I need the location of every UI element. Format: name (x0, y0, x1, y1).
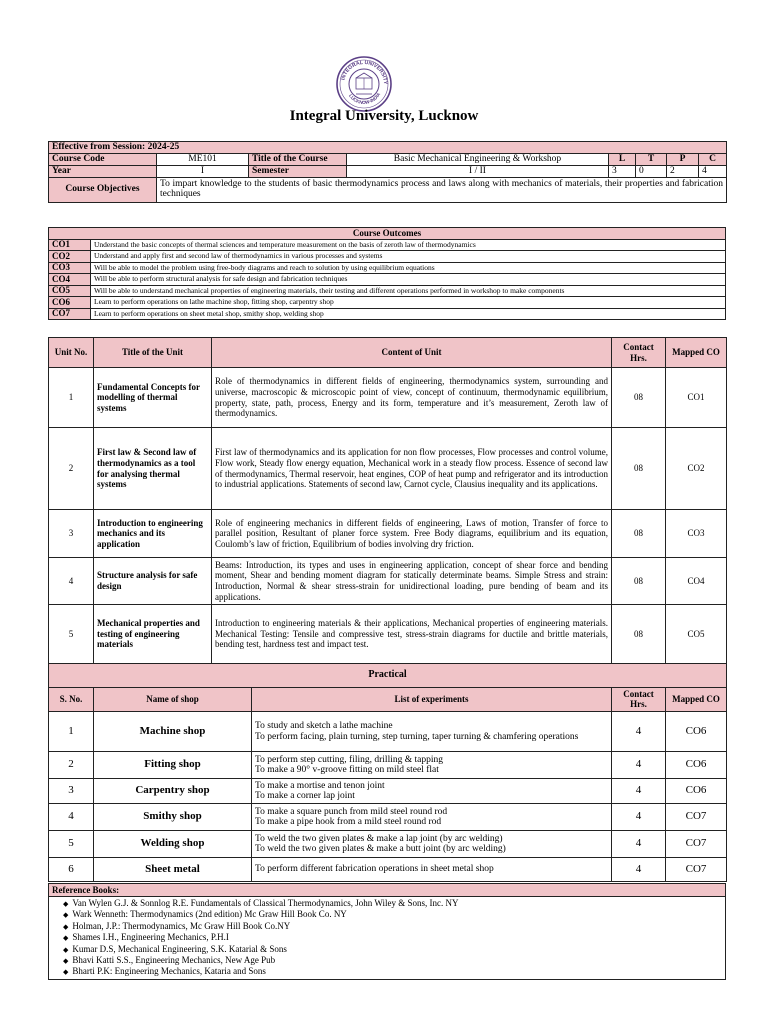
shop-co-header: Mapped CO (666, 688, 727, 712)
shop-name: Welding shop (94, 831, 252, 858)
co-text: Understand the basic concepts of thermal sciences and temperature measurement on the basis of zeroth law of thermodynamics (91, 239, 726, 251)
ltpc-value-l: 3 (609, 166, 636, 178)
reference-books-heading: Reference Books: (49, 884, 725, 897)
experiment-item: To study and sketch a lathe machine (255, 721, 393, 732)
experiments-header: List of experiments (252, 688, 612, 712)
course-title-value: Basic Mechanical Engineering & Workshop (347, 154, 609, 166)
svg-text:LUCKNOW-INDIA: LUCKNOW-INDIA (347, 91, 382, 106)
co-text: Will be able to model the problem using free-body diagrams and reach to solution by using equilibrium equations (91, 262, 726, 274)
year-label: Year (49, 166, 157, 178)
course-outcome-row (49, 285, 726, 297)
unit-hrs: 08 (612, 558, 666, 605)
shop-no-header: S. No. (49, 688, 94, 712)
reference-item: ◆ Bharti P.K: Engineering Mechanics, Kataria and Sons (63, 966, 725, 977)
unit-hrs-header: Contact Hrs. (612, 338, 666, 368)
experiment-item: To perform facing, plain turning, step turning, taper turning & chamfering operations (255, 731, 579, 742)
experiment-item: To make a pipe hook from a mild steel round rod (255, 817, 442, 827)
course-outcome-row (49, 308, 726, 320)
shop-co: CO7 (666, 858, 727, 882)
ltpc-label-t: T (636, 154, 667, 166)
semester-label: Semester (249, 166, 347, 178)
shop-name: Fitting shop (94, 752, 252, 779)
co-id: CO3 (49, 262, 91, 274)
shop-no: 6 (49, 858, 94, 882)
co-id: CO7 (49, 308, 91, 320)
shop-co: CO7 (666, 804, 727, 831)
ltpc-label-c: C (699, 154, 727, 166)
practical-table (48, 663, 727, 882)
unit-title: Fundamental Concepts for modelling of thermal systems (94, 368, 212, 428)
unit-title-header: Title of the Unit (94, 338, 212, 368)
experiment-item: To make a mortise and tenon joint (255, 780, 385, 791)
unit-no-header: Unit No. (49, 338, 94, 368)
unit-no: 3 (49, 510, 94, 558)
shop-row (49, 858, 727, 882)
co-text: Will be able to perform structural analysis for safe design and fabrication techniques (91, 274, 726, 286)
shop-hrs: 4 (612, 712, 666, 752)
experiment-item: To make a 90° v-groove fitting on mild steel flat (255, 765, 439, 775)
co-text: Learn to perform operations on lathe machine shop, fitting shop, carpentry shop (91, 297, 726, 309)
shop-experiments (252, 712, 612, 752)
shop-experiments (252, 779, 612, 804)
shop-co: CO6 (666, 712, 727, 752)
reference-item: ◆ Kumar D.S, Mechanical Engineering, S.K. Katarial & Sons (63, 944, 725, 955)
shop-experiments (252, 858, 612, 882)
course-header-table (48, 141, 727, 203)
shop-no: 2 (49, 752, 94, 779)
ltpc-label-p: P (667, 154, 699, 166)
co-id: CO2 (49, 251, 91, 263)
reference-item: ◆ Bhavi Katti S.S., Engineering Mechanics, New Age Pub (63, 955, 725, 966)
shop-no: 1 (49, 712, 94, 752)
unit-hrs: 08 (612, 510, 666, 558)
semester-value: I / II (347, 166, 609, 178)
ltpc-value-c: 4 (699, 166, 727, 178)
unit-hrs: 08 (612, 605, 666, 664)
unit-hrs: 08 (612, 368, 666, 428)
co-id: CO5 (49, 285, 91, 297)
unit-row (49, 605, 727, 664)
unit-co: CO5 (666, 605, 727, 664)
unit-row (49, 428, 727, 510)
course-objectives-label: Course Objectives (49, 178, 157, 203)
unit-no: 4 (49, 558, 94, 605)
shop-no: 3 (49, 779, 94, 804)
unit-content: First law of thermodynamics and its application for non flow processes, Flow processes and control volume, Flow work, Steady flow energy equation, Mechanical work in a steady flow process. Essence of second law of thermodynamics, Thermal reservoir, heat engines, COP of heat pump and refrigerator and its introduction to industrial applications. Statements of second law, Carnot cycle, Clausius inequality and its applications. (212, 428, 612, 510)
shop-row (49, 779, 727, 804)
shop-co: CO7 (666, 831, 727, 858)
shop-name: Machine shop (94, 712, 252, 752)
course-outcome-row (49, 262, 726, 274)
svg-text:INTEGRAL UNIVERSITY: INTEGRAL UNIVERSITY (340, 59, 389, 85)
shop-row (49, 831, 727, 858)
university-seal-logo (336, 56, 392, 112)
experiment-item: To weld the two given plates & make a lap joint (by arc welding) (255, 833, 503, 844)
shop-name: Smithy shop (94, 804, 252, 831)
experiment-item: To make a corner lap joint (255, 791, 355, 801)
shop-name-header: Name of shop (94, 688, 252, 712)
course-outcome-row (49, 239, 726, 251)
shop-hrs: 4 (612, 858, 666, 882)
unit-content: Beams: Introduction, its types and uses in engineering application, concept of shear force and bending moment, Shear and bending moment diagram for statically determinate beams. Simple Stress and strain: Introduction, Normal & shear stress-strain for unidirectional loading, pure bending of beam and its applications. (212, 558, 612, 605)
unit-content: Introduction to engineering materials & their applications, Mechanical properties of engineering materials. Mechanical Testing: Tensile and compressive test, stress-strain diagrams for ductile and brittle materials, bending test, hardness test and impact test. (212, 605, 612, 664)
year-value: I (157, 166, 249, 178)
course-outcomes-heading: Course Outcomes (49, 228, 726, 240)
unit-title: Introduction to engineering mechanics and its application (94, 510, 212, 558)
co-text: Learn to perform operations on sheet metal shop, smithy shop, welding shop (91, 308, 726, 320)
course-title-label: Title of the Course (249, 154, 347, 166)
shop-experiments (252, 804, 612, 831)
unit-no: 1 (49, 368, 94, 428)
experiment-item: To perform different fabrication operations in sheet metal shop (255, 864, 494, 875)
course-objectives-text: To impart knowledge to the students of basic thermodynamics process and laws along with mechanics of materials, their properties and fabrication techniques (157, 178, 727, 203)
shop-hrs: 4 (612, 752, 666, 779)
shop-row (49, 804, 727, 831)
unit-no: 2 (49, 428, 94, 510)
units-table (48, 337, 727, 664)
shop-hrs-header: Contact Hrs. (612, 688, 666, 712)
shop-name: Carpentry shop (94, 779, 252, 804)
shop-row (49, 752, 727, 779)
course-outcomes-table (48, 227, 726, 320)
unit-hrs: 08 (612, 428, 666, 510)
unit-title: Structure analysis for safe design (94, 558, 212, 605)
unit-row (49, 368, 727, 428)
shop-no: 5 (49, 831, 94, 858)
unit-row (49, 510, 727, 558)
experiment-item: To perform step cutting, filing, drilling & tapping (255, 754, 443, 765)
reference-list (49, 897, 725, 978)
unit-co: CO2 (666, 428, 727, 510)
shop-name: Sheet metal (94, 858, 252, 882)
practical-heading: Practical (49, 664, 727, 688)
shop-experiments (252, 831, 612, 858)
co-text: Understand and apply first and second law of thermodynamics in various processes and systems (91, 251, 726, 263)
co-id: CO1 (49, 239, 91, 251)
ltpc-label-l: L (609, 154, 636, 166)
unit-content-header: Content of Unit (212, 338, 612, 368)
unit-title: First law & Second law of thermodynamics as a tool for analysing thermal systems (94, 428, 212, 510)
shop-hrs: 4 (612, 831, 666, 858)
university-title: Integral University, Lucknow (289, 108, 479, 124)
experiment-item: To make a square punch from mild steel round rod (255, 806, 448, 817)
unit-co-header: Mapped CO (666, 338, 727, 368)
effective-session: Effective from Session: 2024-25 (49, 142, 727, 154)
shop-co: CO6 (666, 779, 727, 804)
shop-co: CO6 (666, 752, 727, 779)
shop-no: 4 (49, 804, 94, 831)
unit-co: CO3 (666, 510, 727, 558)
course-outcome-row (49, 297, 726, 309)
unit-co: CO4 (666, 558, 727, 605)
unit-content: Role of thermodynamics in different fields of engineering, thermodynamics system, surrounding and universe, macroscopic & microscopic point of view, concept of continuum, thermodynamic equilibrium, property, state, path, process, Energy and its form, temperature and it’s measurement, Zeroth law of thermodynamics. (212, 368, 612, 428)
unit-row (49, 558, 727, 605)
shop-hrs: 4 (612, 804, 666, 831)
course-outcome-row (49, 251, 726, 263)
reference-books (48, 883, 726, 980)
course-code-value: ME101 (157, 154, 249, 166)
reference-item: ◆ Wark Wenneth: Thermodynamics (2nd edition) Mc Graw Hill Book Co. NY (63, 909, 725, 920)
ltpc-value-t: 0 (636, 166, 667, 178)
unit-no: 5 (49, 605, 94, 664)
ltpc-value-p: 2 (667, 166, 699, 178)
experiment-item: To weld the two given plates & make a butt joint (by arc welding) (255, 844, 506, 854)
reference-item: ◆ Shames I.H., Engineering Mechanics, P.H.I (63, 932, 725, 943)
unit-title: Mechanical properties and testing of engineering materials (94, 605, 212, 664)
unit-content: Role of engineering mechanics in different fields of engineering, Laws of motion, Transfer of force to parallel position, Resultant of planer force system. Free Body diagrams, equilibrium and its equation, Coulomb’s law of friction, Equilibrium of bodies involving dry friction. (212, 510, 612, 558)
unit-co: CO1 (666, 368, 727, 428)
co-id: CO4 (49, 274, 91, 286)
co-id: CO6 (49, 297, 91, 309)
shop-hrs: 4 (612, 779, 666, 804)
reference-item: ◆ Holman, J.P.: Thermodynamics, Mc Graw Hill Book Co.NY (63, 921, 725, 932)
reference-item: ◆ Van Wylen G.J. & Sonnlog R.E. Fundamentals of Classical Thermodynamics, John Wiley & Sons, Inc. NY (63, 898, 725, 909)
course-outcome-row (49, 274, 726, 286)
shop-row (49, 712, 727, 752)
co-text: Will be able to understand mechanical properties of engineering materials, their testing and different operations performed in workshop to make components (91, 285, 726, 297)
shop-experiments (252, 752, 612, 779)
course-code-label: Course Code (49, 154, 157, 166)
